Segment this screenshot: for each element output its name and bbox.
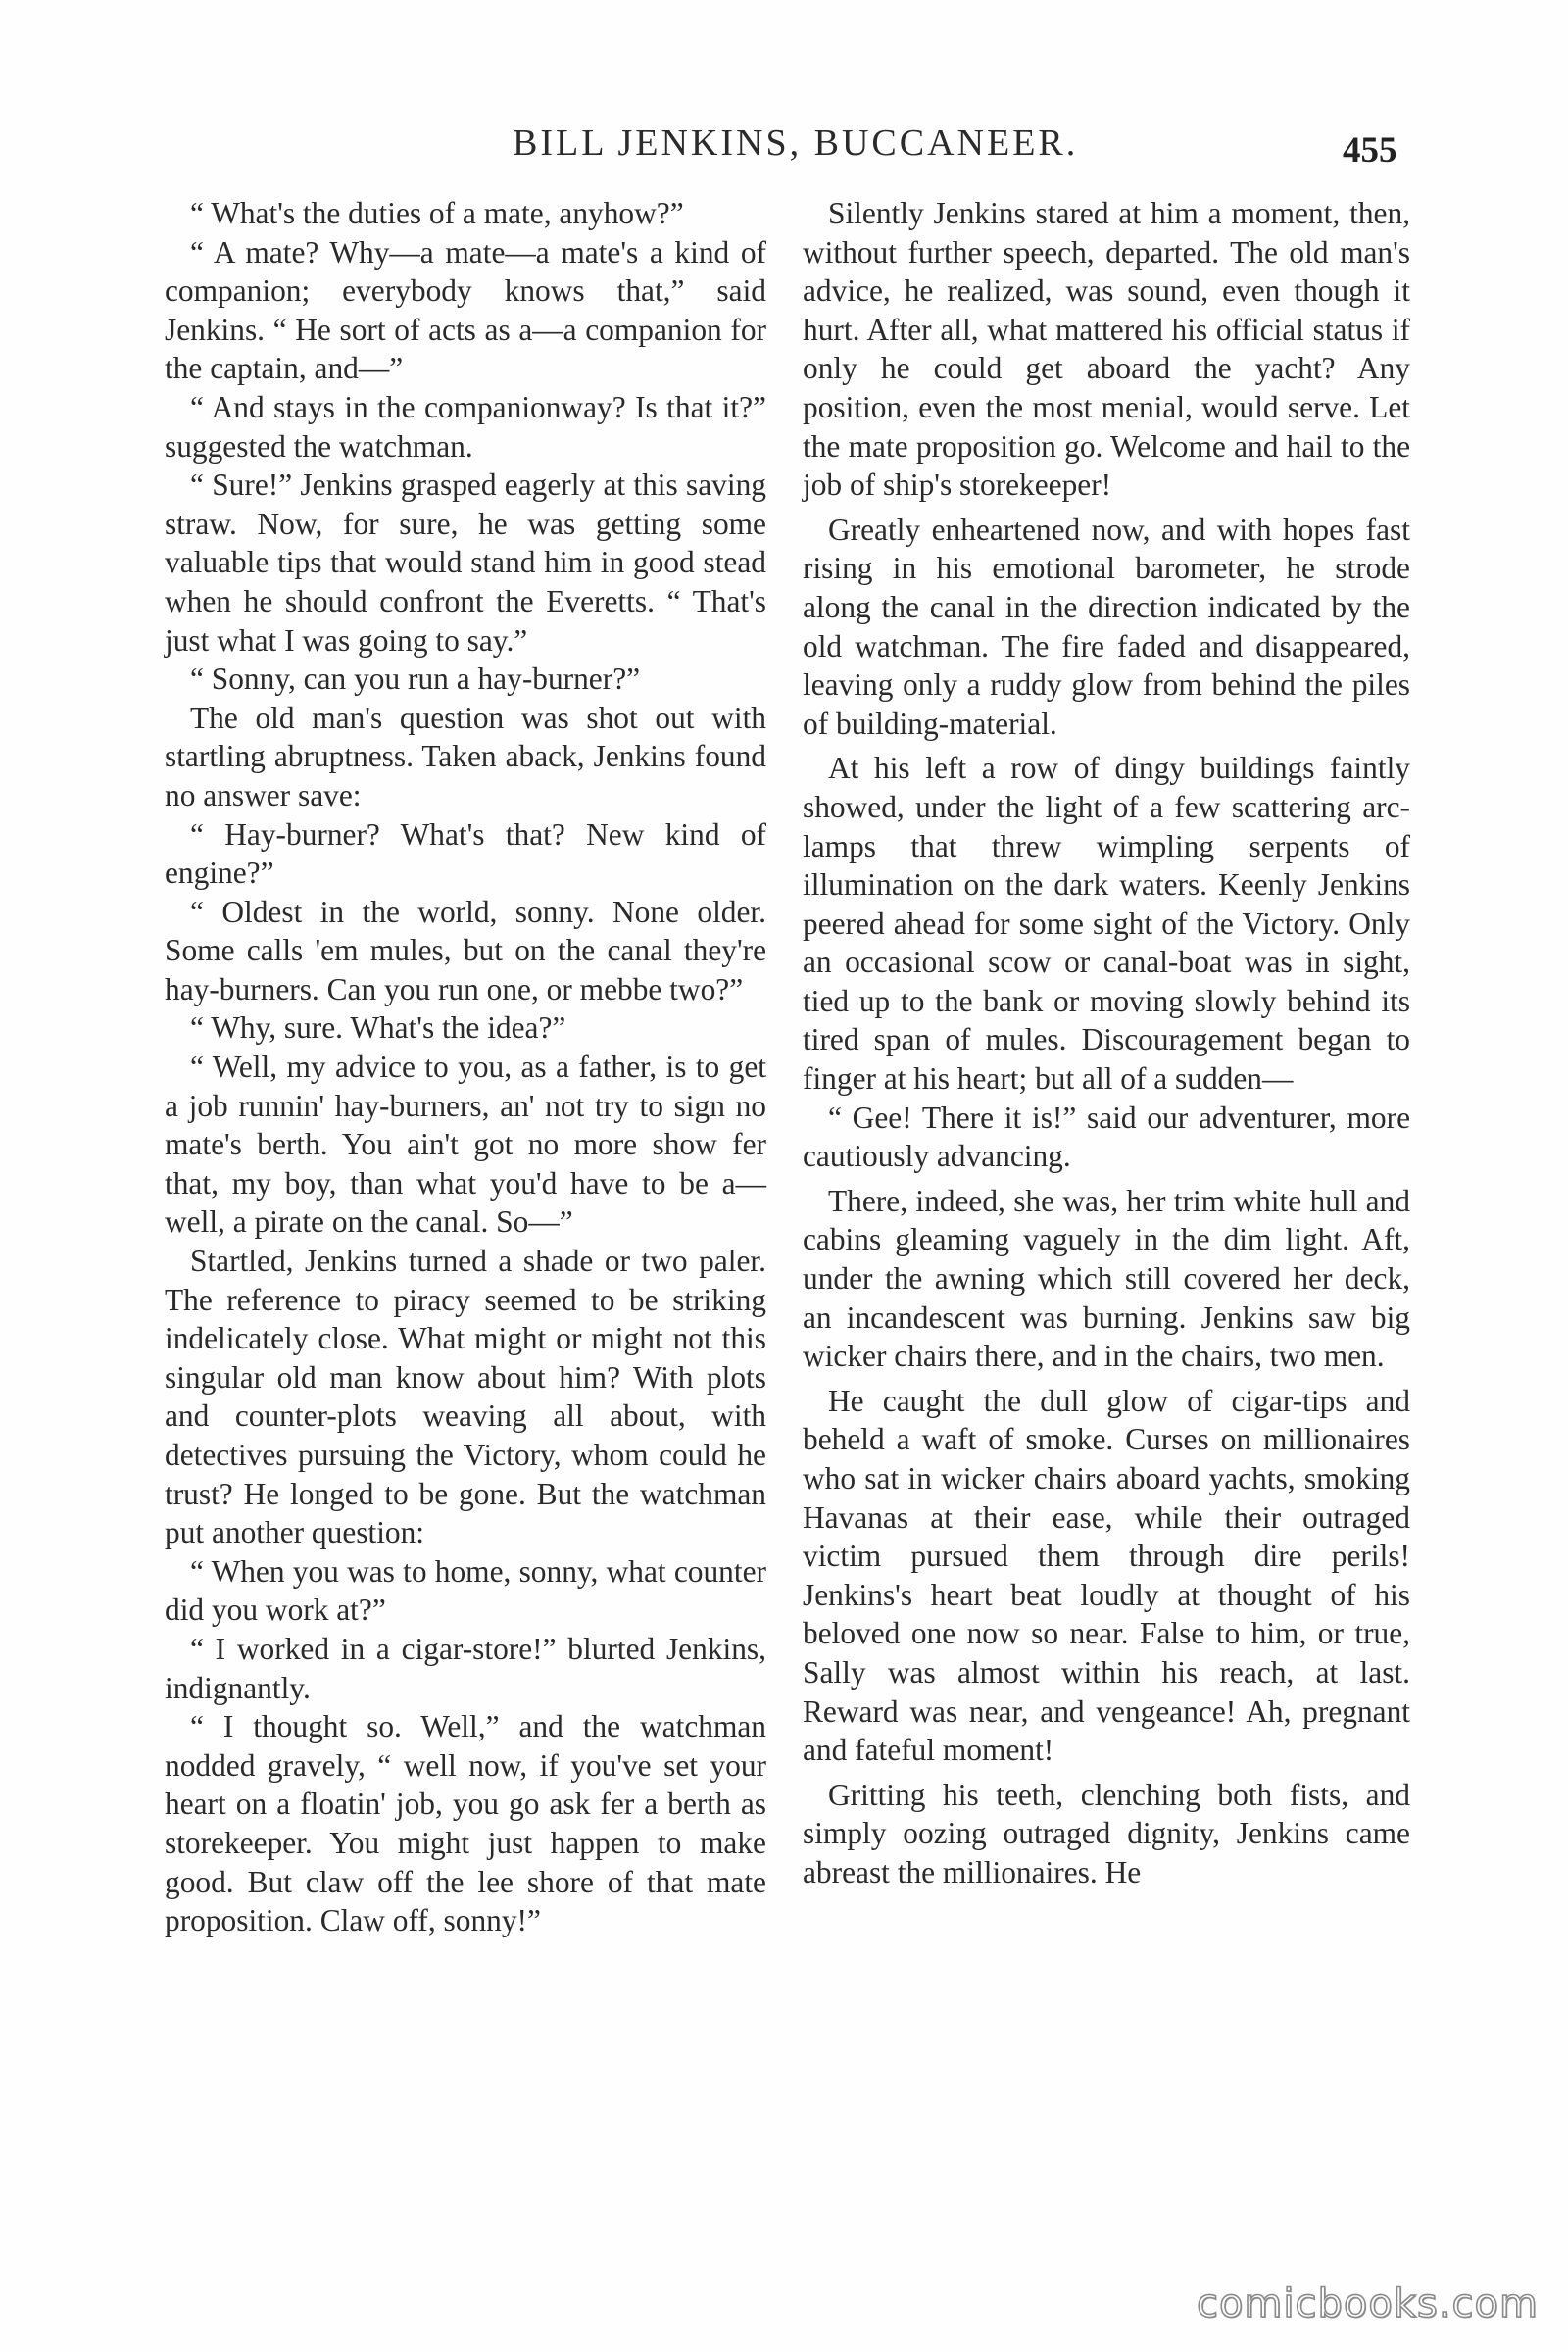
paragraph: “ A mate? Why—a mate—a mate's a kind of companion; everybody knows that,” said Jenkins. “ He sort of acts as a—a companion for the captain, and—” bbox=[165, 234, 766, 386]
page-number: 455 bbox=[1343, 130, 1397, 171]
paragraph: “ When you was to home, sonny, what counter did you work at?” bbox=[165, 1553, 766, 1628]
paragraph: He caught the dull glow of cigar-tips and beheld a waft of smoke. Curses on millionaires who sat in wicker chairs aboard yachts, smoking Havanas at their ease, while their outraged victim pursued them through dire perils! Jenkins's heart beat loudly at thought of his beloved one now so near. False to him, or true, Sally was almost within his reach, at last. Reward was near, and vengeance! Ah, pregnant and fateful moment! bbox=[803, 1383, 1410, 1768]
paragraph: “ Why, sure. What's the idea?” bbox=[190, 1010, 566, 1046]
paragraph: There, indeed, she was, her trim white hull and cabins gleaming vaguely in the dim light. Aft, under the awning which still covered her deck, an incandescent was burning. Jenkins saw big wicker chairs there, and in the chairs, two men. bbox=[803, 1183, 1410, 1374]
paragraph: “ I thought so. Well,” and the watchman nodded gravely, “ well now, if you've set your heart on a floatin' job, you go ask fer a berth as storekeeper. You might just happen to make good. But claw off the lee shore of that mate proposition. Claw off, sonny!” bbox=[165, 1709, 766, 1938]
paragraph: Gritting his teeth, clenching both fists, and simply oozing outraged dignity, Jenkins came abreast the millionaires. He bbox=[803, 1777, 1410, 1889]
paragraph: “ I worked in a cigar-store!” blurted Jenkins, indignantly. bbox=[165, 1631, 766, 1705]
paragraph: “ And stays in the companionway? Is that it?” suggested the watchman. bbox=[165, 389, 766, 464]
page-header bbox=[0, 116, 1568, 174]
paragraph: Silently Jenkins stared at him a moment, then, without further speech, departed. The old man's advice, he realized, was sound, even though it hurt. After all, what mattered his official status if only he could get aboard the yacht? Any position, even the most menial, would serve. Let the mate proposition go. Welcome and hail to the job of ship's storekeeper! bbox=[803, 196, 1410, 503]
paragraph: “ What's the duties of a mate, anyhow?” bbox=[190, 196, 684, 230]
paragraph: “ Hay-burner? What's that? New kind of engine?” bbox=[165, 816, 766, 891]
paragraph: “ Sure!” Jenkins grasped eagerly at this saving straw. Now, for sure, he was getting some valuable tips that would stand him in good stead when he should confront the Everetts. “ That's just what I was going to say.” bbox=[165, 467, 766, 658]
paragraph: Startled, Jenkins turned a shade or two paler. The reference to piracy seemed to be striking indelicately close. What might or might not this singular old man know about him? With plots and counter-plots weaving all about, with detectives pursuing the Victory, whom could he trust? He longed to be gone. But the watchman put another question: bbox=[165, 1244, 766, 1550]
paragraph: “ Well, my advice to you, as a father, is to get a job runnin' hay-burners, an' not try to sign no mate's berth. You ain't got no more show fer that, my boy, than what you'd have to be a—well, a pirate on the canal. So—” bbox=[165, 1050, 766, 1240]
paragraph: The old man's question was shot out with startling abruptness. Taken aback, Jenkins found no answer save: bbox=[165, 700, 766, 812]
paragraph: Greatly enheartened now, and with hopes fast rising in his emotional barometer, he strode along the canal in the direction indicated by the old watchman. The fire faded and disappeared, leaving only a ruddy glow from behind the piles of building-material. bbox=[803, 512, 1410, 741]
paragraph: “ Gee! There it is!” said our adventurer, more cautiously advancing. bbox=[803, 1100, 1410, 1174]
paragraph: At his left a row of dingy buildings faintly showed, under the light of a few scattering arc-lamps that threw wimpling serpents of illumination on the dark waters. Keenly Jenkins peered ahead for some sight of the Victory. Only an occasional scow or canal-boat was in sight, tied up to the bank or moving slowly behind its tired span of mules. Discouragement began to finger at his heart; but all of a sudden— bbox=[803, 751, 1410, 1097]
site-watermark: comicbooks.com bbox=[1196, 2281, 1539, 2327]
paragraph: “ Oldest in the world, sonny. None older. Some calls 'em mules, but on the canal they're hay-burners. Can you run one, or mebbe two?” bbox=[165, 894, 766, 1006]
left-column bbox=[165, 194, 766, 1940]
running-title: BILL JENKINS, BUCCANEER. bbox=[513, 122, 1079, 164]
paragraph: “ Sonny, can you run a hay-burner?” bbox=[190, 662, 641, 697]
right-column bbox=[803, 194, 1410, 1892]
